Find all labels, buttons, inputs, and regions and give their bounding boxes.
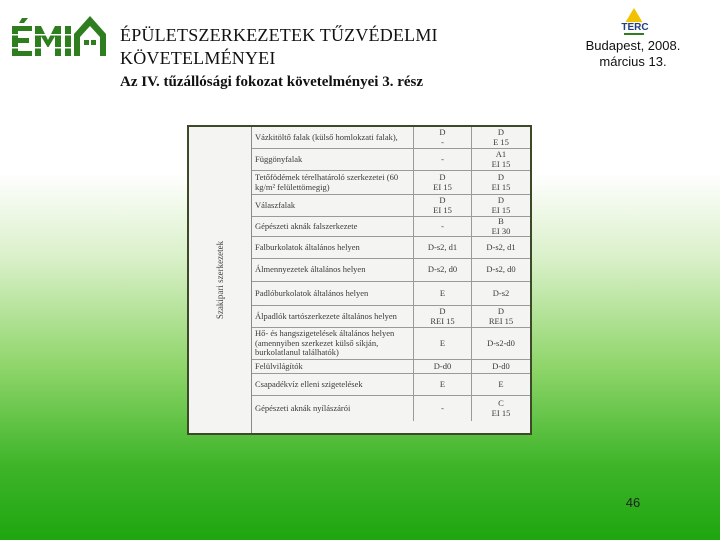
row-requirement-col2 — [472, 149, 530, 170]
terc-logo-text: TERC — [621, 22, 649, 33]
row-structure-name: Gépészeti aknák nyílászárói — [252, 396, 414, 421]
row-structure-name: Válaszfalak — [252, 195, 414, 216]
requirement-value: D — [497, 195, 505, 205]
row-structure-name: Tetőfödémek térelhatároló szerkezetei (60 kg/m² felülettömegig) — [252, 171, 414, 194]
table-row — [252, 360, 530, 374]
requirement-value: EI 30 — [491, 225, 511, 236]
date-block — [565, 38, 701, 70]
page-number: 46 — [625, 495, 641, 510]
requirement-value: E — [498, 378, 504, 389]
row-requirement-col2 — [472, 282, 530, 305]
row-requirement-col2 — [472, 396, 530, 421]
row-structure-name: Csapadékvíz elleni szigetelések — [252, 374, 414, 395]
row-structure-name: Padlóburkolatok általános helyen — [252, 282, 414, 305]
row-requirement-col2 — [472, 306, 530, 327]
row-requirement-col2 — [472, 328, 530, 359]
table-row — [252, 306, 530, 328]
row-requirement-col1 — [414, 282, 472, 305]
row-requirement-col2 — [472, 127, 530, 148]
requirement-value: E — [439, 287, 446, 298]
table-row — [252, 195, 530, 217]
requirement-value: E — [439, 378, 446, 389]
row-requirement-col1 — [414, 374, 472, 395]
table-row — [252, 259, 530, 282]
row-structure-name: Álpadlók tartószerkezete általános helyen — [252, 306, 414, 327]
row-requirement-col1 — [414, 259, 472, 281]
row-structure-name: Felülvilágítók — [252, 360, 414, 373]
requirement-value: D-s2, d1 — [427, 241, 458, 252]
row-requirement-col1 — [414, 149, 472, 170]
requirements-table — [251, 127, 530, 433]
row-requirement-col2 — [472, 195, 530, 216]
table-row — [252, 149, 530, 171]
requirement-value: D — [439, 306, 446, 316]
requirement-value: D-s2, d1 — [486, 241, 516, 252]
row-structure-name: Álmennyezetek általános helyen — [252, 259, 414, 281]
requirement-value: REI 15 — [430, 315, 455, 326]
row-requirement-col1 — [414, 396, 472, 421]
row-structure-name: Függönyfalak — [252, 149, 414, 170]
requirements-table-image — [187, 125, 532, 435]
row-structure-name: Gépészeti aknák falszerkezete — [252, 217, 414, 236]
requirement-value: D-s2-d0 — [487, 337, 515, 348]
table-row — [252, 282, 530, 306]
requirement-value: - — [441, 402, 444, 413]
requirement-value: - — [441, 153, 444, 164]
requirement-value: D — [497, 127, 505, 137]
requirement-value: D — [497, 306, 505, 316]
row-requirement-col1 — [414, 171, 472, 194]
row-requirement-col1 — [414, 237, 472, 258]
table-row — [252, 396, 530, 421]
row-requirement-col1 — [414, 306, 472, 327]
requirement-value: - — [441, 220, 444, 231]
requirement-value: D — [439, 127, 446, 137]
row-structure-name: Hő- és hangszigetelések általános helyen (amennyiben szerkezet külső síkján, burkolatlanul találhatók) — [252, 328, 414, 359]
requirement-value: REI 15 — [488, 315, 514, 326]
requirement-value: B — [498, 216, 504, 226]
requirement-value: D-s2, d0 — [486, 264, 516, 275]
requirement-value: C — [498, 398, 504, 408]
requirement-value: D — [497, 172, 505, 182]
requirement-value: D — [439, 195, 446, 205]
date-line-1: Budapest, 2008. — [585, 38, 681, 53]
row-requirement-col1 — [414, 328, 472, 359]
requirement-value: D-s2 — [492, 287, 510, 298]
requirement-value: EI 15 — [491, 407, 511, 418]
row-requirement-col1 — [414, 127, 472, 148]
requirement-value: EI 15 — [491, 204, 511, 215]
row-requirement-col2 — [472, 237, 530, 258]
requirement-value: E — [439, 337, 446, 348]
requirement-value: A1 — [495, 149, 507, 159]
emi-logo — [10, 10, 108, 62]
requirement-value: D-s2, d0 — [427, 264, 458, 275]
row-requirement-col1 — [414, 360, 472, 373]
row-requirement-col2 — [472, 360, 530, 373]
table-row — [252, 374, 530, 396]
requirement-value: EI 15 — [491, 158, 511, 169]
row-requirement-col2 — [472, 259, 530, 281]
requirement-value: EI 15 — [433, 204, 452, 215]
table-row — [252, 171, 530, 195]
row-requirement-col2 — [472, 374, 530, 395]
date-line-2: március 13. — [599, 54, 667, 69]
requirement-value: EI 15 — [433, 181, 452, 192]
slide-title: ÉPÜLETSZERKEZETEK TŰZVÉDELMI KÖVETELMÉNYEI — [120, 25, 438, 68]
requirement-value: E 15 — [493, 136, 509, 147]
row-structure-name: Vázkitöltő falak (külső homlokzati falak), — [252, 127, 414, 148]
row-requirement-col1 — [414, 195, 472, 216]
table-row — [252, 328, 530, 360]
table-row — [252, 127, 530, 149]
requirement-value: D-d0 — [433, 360, 452, 371]
row-structure-name: Falburkolatok általános helyen — [252, 237, 414, 258]
requirement-value: D — [439, 172, 446, 182]
table-row — [252, 217, 530, 237]
table-row — [252, 237, 530, 259]
slide-subtitle: Az IV. tűzállósági fokozat követelményei 3. rész — [120, 74, 424, 90]
requirement-value: D-d0 — [492, 360, 510, 371]
table-side-label: Szakipari szerkezetek — [215, 240, 225, 320]
requirement-value: - — [441, 136, 444, 147]
row-requirement-col2 — [472, 171, 530, 194]
row-requirement-col1 — [414, 217, 472, 236]
requirement-value: EI 15 — [491, 181, 511, 192]
row-requirement-col2 — [472, 217, 530, 236]
